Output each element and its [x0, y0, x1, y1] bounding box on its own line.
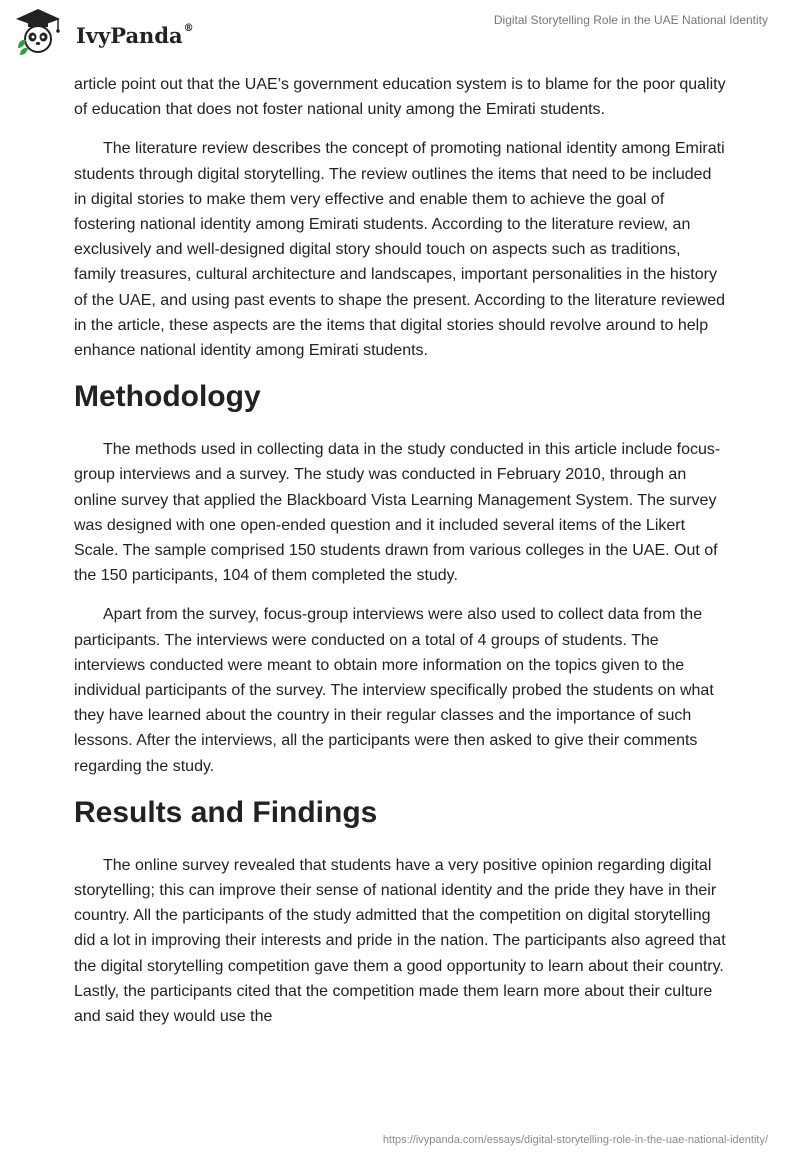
brand-name: IvyPanda®	[76, 23, 194, 48]
paragraph: The literature review describes the concept of promoting national identity among Emirati students through digital storytelling. The review outlines the items that need to be included in digital stories to make them very effective and enable them to achieve the goal of fostering national identity among Emirati students. According to the literature review, an exclusively and well-designed digital story should touch on aspects such as traditions, family treasures, cultural architecture and landscapes, important personalities in the history of the UAE, and using past events to shape the present. According to the literature reviewed in the article, these aspects are the items that digital stories should revolve around to help enhance national identity among Emirati students.	[74, 140, 726, 360]
section-heading-methodology: Methodology	[74, 380, 261, 414]
paragraph: article point out that the UAE’s government education system is to blame for the poor quality of education that does not foster national unity among the Emirati students.	[74, 76, 726, 119]
paragraph: Apart from the survey, focus-group interviews were also used to collect data from the participants. The interviews were conducted on a total of 4 groups of students. The interviews conducted were meant to obtain more information on the topics given to the individual participants of the survey. The interview specifically probed the students on what they have learned about the country in their regular classes and the importance of such lessons. After the interviews, all the participants were then asked to give their comments regarding the study.	[74, 606, 714, 775]
paragraph: The online survey revealed that students have a very positive opinion regarding digital storytelling; this can improve their sense of national identity and the pride they have in their country. All the participants of the study admitted that the competition on digital storytelling did a lot in improving their interests and pride in the nation. The participants also agreed that the digital storytelling competition gave them a good opportunity to learn about their country. Lastly, the participants cited that the competition made them learn more about their culture and said they would use the	[74, 856, 726, 1026]
essay-content	[74, 72, 726, 1043]
source-url[interactable]: https://ivypanda.com/essays/digital-storytelling-role-in-the-uae-national-identity/	[382, 1134, 768, 1146]
ivypanda-logo[interactable]	[14, 8, 214, 58]
page-header	[0, 0, 800, 70]
paragraph: The methods used in collecting data in the study conducted in this article include focus-group interviews and a survey. The study was conducted in February 2010, through an online survey that applied the Blackboard Vista Learning Management System. The survey was designed with one open-ended question and it included several items of the Likert Scale. The sample comprised 150 students drawn from various colleges in the UAE. Out of the 150 participants, 104 of them completed the study.	[74, 441, 721, 585]
panda-graduation-cap-icon	[14, 8, 62, 56]
registered-mark: ®	[183, 23, 194, 34]
section-heading-results: Results and Findings	[74, 795, 378, 829]
document-title: Digital Storytelling Role in the UAE National Identity	[493, 13, 768, 27]
